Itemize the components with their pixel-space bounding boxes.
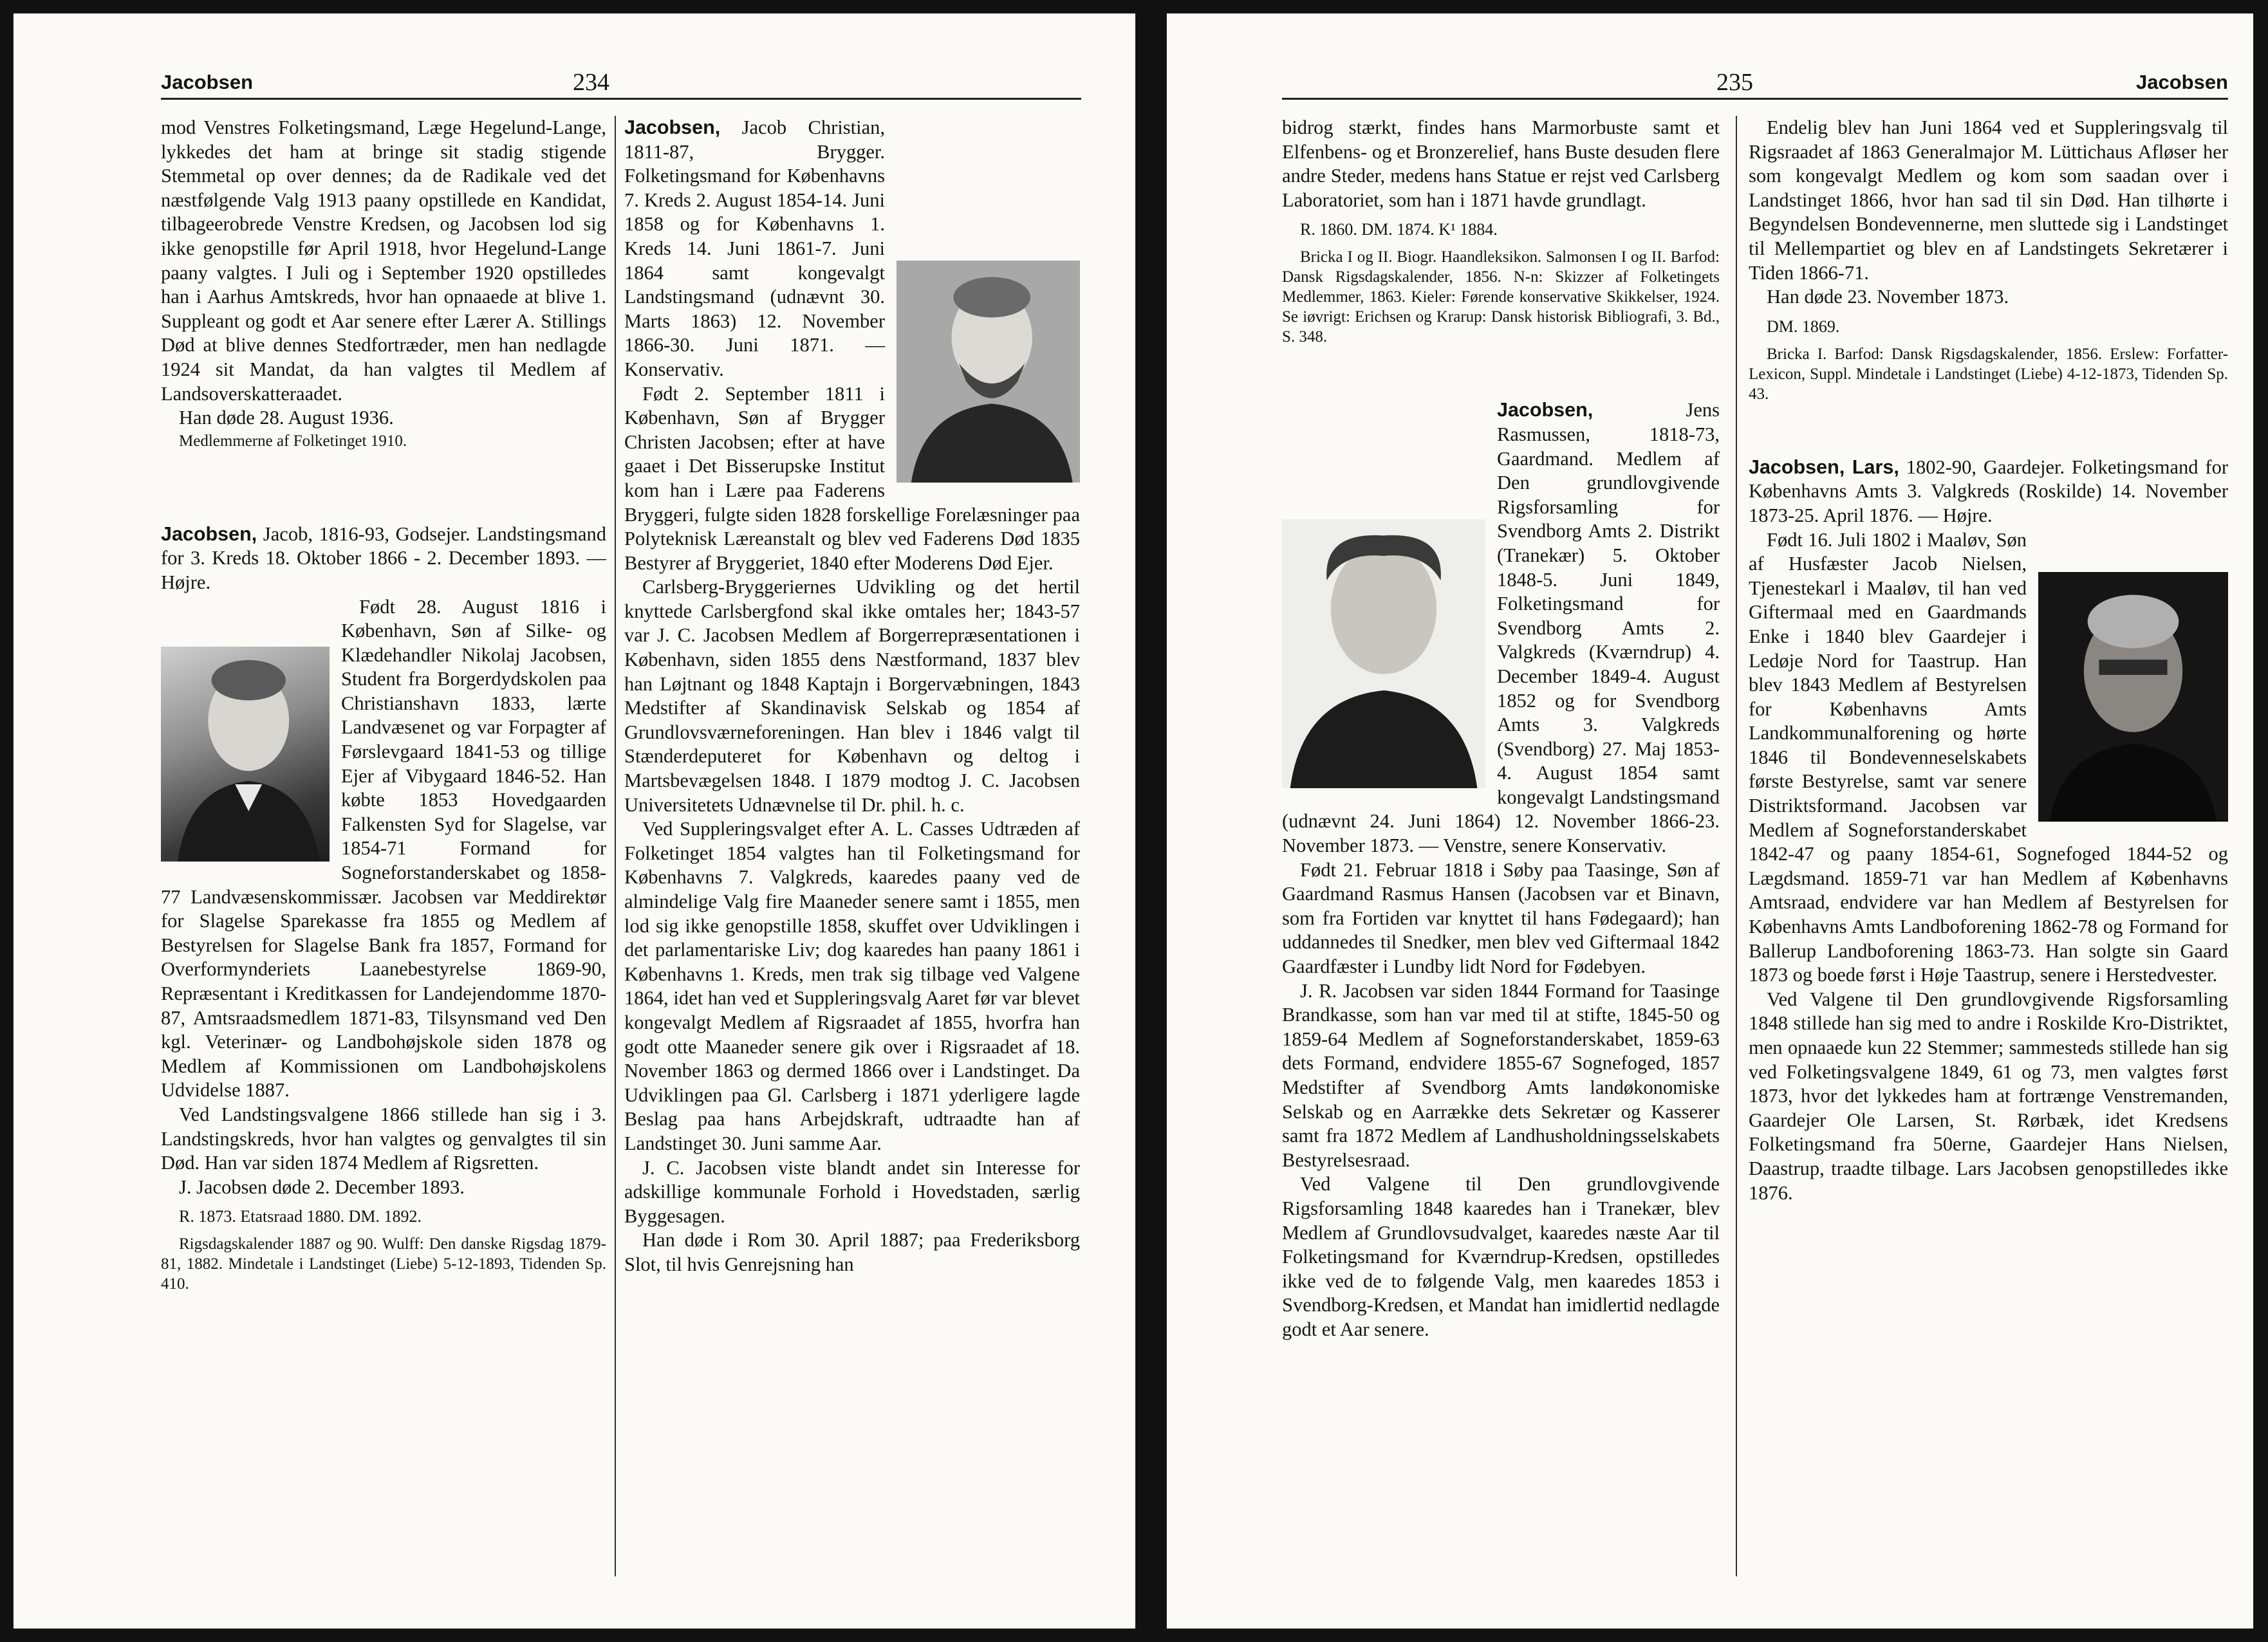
column-3 — [1282, 116, 1720, 1589]
portrait-photo — [897, 261, 1080, 483]
portrait-image — [161, 647, 330, 862]
entry-body: Ved Landstingsvalgene 1866 stillede han sig i 3. Landstingskreds, hvor han valgtes og genvalgtes til sin Død. Han var siden 1874 Medlem af Rigsretten. — [161, 1103, 606, 1174]
running-head-name: Jacobsen — [161, 71, 254, 93]
entry-heading — [161, 522, 606, 595]
entry-name: Jacobsen, — [624, 116, 721, 138]
entry-continuation — [1749, 116, 2228, 404]
column-divider — [1736, 116, 1737, 1576]
page-number: 234 — [573, 69, 609, 96]
column-divider — [615, 116, 616, 1576]
death-line: Han døde 28. August 1936. — [179, 407, 394, 429]
entry-continuation — [161, 116, 606, 452]
death-line: Han døde 23. November 1873. — [1767, 286, 2009, 308]
portrait-image — [897, 261, 1080, 483]
honors-line: R. 1860. DM. 1874. K¹ 1884. — [1300, 220, 1498, 239]
running-head — [161, 66, 1081, 100]
continuation-text: bidrog stærkt, findes hans Marmorbuste samt et Elfenbens- og et Bronzerelief, hans Buste desuden flere andre Steder, medens hans Statue er rejst ved Carlsberg Laboratoriet, som han i 1871 havde grundlagt. — [1282, 116, 1720, 211]
entry-name: Jacobsen, — [1497, 399, 1594, 421]
entry-heading — [1749, 456, 2228, 528]
entry-body: Født 2. September 1811 i København, Søn af Brygger Christen Jacobsen; efter at have gaaet i Det Bisserupske Institut kom han i Lære paa Faderens Bryggeri, fulgte siden 1828 forskellige Forelæsninger paa Polyteknisk Læreanstalt og blev ved Faderens Død 1835 Bestyrer af Bryggeriet, 1840 efter Moderens Død Ejer. — [624, 382, 1080, 574]
page-number: 235 — [1716, 69, 1753, 96]
entry-name: Jacobsen, — [161, 522, 257, 545]
right-page — [1166, 13, 2254, 1629]
entry-head-text: Jens Rasmussen, 1818-73, Gaardmand. Medlem af Den grundlovgivende Rigsforsamling for Svendborg Amts 2. Distrikt (Tranekær) 5. Oktober 1848-5. Juni 1849, Folketingsmand for Svendborg Amts 2. Valgkreds (Kværndrup) 4. December 1849-4. August 1852 og for Svendborg Amts 3. Valgkreds (Svendborg) 27. Maj 1853-4. August 1854 samt kongevalgt Landstingsmand (udnævnt 24. Juni 1864) 12. November 1866-23. November 1873. — Venstre, senere Konservativ. — [1282, 399, 1720, 857]
entry-lars — [1749, 456, 2228, 1205]
source-line: Medlemmerne af Folketinget 1910. — [179, 432, 407, 450]
entry-head-text: 1802-90, Gaardejer. Folketingsmand for Københavns Amts 3. Valgkreds (Roskilde) 14. November 1873-25. April 1876. — Højre. — [1749, 456, 2228, 526]
death-line: J. Jacobsen døde 2. December 1893. — [179, 1176, 465, 1198]
entry-head-text: Jacob Christian, 1811-87, Brygger. Folketingsmand for Københavns 7. Kreds 2. August 1854-14. Juni 1858 og for Københavns 1. Kreds 14. Juni 1861-7. Juni 1864 samt kongevalgt Landstingsmand (udnævnt 30. Marts 1863) 12. November 1866-30. Juni 1871. — Konservativ. — [624, 116, 885, 380]
entry-body: Han døde i Rom 30. April 1887; paa Frederiksborg Slot, til hvis Genrejsning han — [624, 1229, 1080, 1275]
column-2 — [624, 116, 1080, 1589]
left-page — [13, 13, 1136, 1629]
entry-jens-rasmussen — [1282, 398, 1720, 1342]
entry-body: Ved Suppleringsvalget efter A. L. Casses Udtræden af Folketinget 1854 valgtes han til Folketingsmand for Københavns 7. Valgkreds, kaaredes paany ved de almindelige Valg fire Maaneder senere samt i 1855, men lod sig ikke genopstille 1858, skuffet over Udviklingen i det parlamentariske Liv; dog kaaredes han paany 1861 i Københavns 1. Kreds, men trak sig tilbage ved Valgene 1864, idet han ved et Suppleringsvalg Aaret før var blevet kongevalgt Medlem af Rigsraadet af 1855, hvorfra han godt otte Maaneder senere gik over i Rigsraadet af 18. November 1863 og dermed 1866 over i Landstinget. Da Udviklingen paa Gl. Carlsberg i 1871 yderligere lagde Beslag paa hans Arbejdskraft, udtraadte han af Landstinget 30. Juni samme Aar. — [624, 818, 1080, 1154]
portrait-photo — [1282, 519, 1485, 788]
column-1 — [161, 116, 606, 1589]
entry-body: Ved Valgene til Den grundlovgivende Rigsforsamling 1848 kaaredes han i Tranekær, blev Medlem af Grundlovsudvalget, kaaredes næste Aar til Folketingsmand for Kværndrup-Kredsen, opstilledes ikke ved de to følgende Valg, men kaaredes 1853 i Svendborg-Kredsen, et Mandat han imidlertid nedlagde godt et Aar senere. — [1282, 1173, 1720, 1340]
portrait-image — [2038, 572, 2228, 822]
portrait-photo — [161, 647, 330, 862]
entry-body: Carlsberg-Bryggeriernes Udvikling og det hertil knyttede Carlsbergfond skal ikke omtales her; 1843-57 var J. C. Jacobsen Medlem af Borgerrepræsentationen i København, siden 1855 dens Næstformand, 1837 blev han Løjtnant og 1848 Kaptajn i Borgervæbningen, 1843 Medstifter af Skandinavisk Selskab og 1854 af Grundlovsværneforeningen. Han blev i 1846 valgt til Stænderdeputeret for København og deltog i Martsbevægelsen 1848. I 1879 modtog J. C. Jacobsen Universitetets Udnævnelse til Dr. phil. h. c. — [624, 576, 1080, 816]
entry-body: J. R. Jacobsen var siden 1844 Formand for Taasinge Brandkasse, som han var med til at stifte, 1845-50 og 1859-64 Medlem af Sogneforstanderskabet, 1859-63 dets Formand, endvidere 1855-67 Sognefoged, 1857 Medstifter af Svendborg Amts landøkonomiske Selskab og en Aarrække dets Sekretær og Kasserer samt fra 1872 Medlem af Landhusholdningsselskabets Bestyrelsesraad. — [1282, 979, 1720, 1171]
entry-body: J. C. Jacobsen viste blandt andet sin Interesse for adskillige kommunale Forhold i Hovedstaden, særlig Byggesagen. — [624, 1156, 1080, 1227]
continuation-text: Endelig blev han Juni 1864 ved et Suppleringsvalg til Rigsraadet af 1863 Generalmajor M. Lüttichaus Afløser her som kongevalgt Medlem og kom som saadan over i Landstinget 1866, hvor han sad til sin Død. Han tilhørte i Begyndelsen Bondevennerne, men sluttede sig i Landstinget til Mellempartiet og blev en af Landstingets Sekretærer i Tiden 1866-71. — [1749, 116, 2228, 284]
entry-body: Ved Valgene til Den grundlovgivende Rigsforsamling 1848 stillede han sig med to andre i Roskilde Kro-Distriktet, men opnaaede kun 22 Stemmer; sammesteds stillede han sig ved Folketingsvalgene 1849, 61 og 73, men valgtes først 1873, hvor det lykkedes ham at fortrænge Venstremanden, Gaardejer Ole Larsen, St. Rørbæk, idet Kredsens Folketingsmand fra 50erne, Gaardejer Hans Nielsen, Daastrup, traadte tilbage. Lars Jacobsen genopstilledes ikke 1876. — [1749, 988, 2228, 1204]
sources-line: Bricka I. Barfod: Dansk Rigsdagskalender, 1856. Erslew: Forfatter-Lexicon, Suppl. Mindetale i Landstinget (Liebe) 4-12-1873, Tidenden Sp. 43. — [1749, 345, 2228, 403]
entry-body: Født 28. August 1816 i København, Søn af Silke- og Klædehandler Nikolaj Jacobsen, Student fra Borgerdydskolen paa Christianshavn 1833, lærte Landvæsenet og var Forpagter af Førslevgaard 1841-53 og tillige Ejer af Vibygaard 1846-52. Han købte 1853 Hovedgaarden Falkensten Syd for Slagelse, var 1854-71 Formand for Sogneforstanderskabet og 1858-77 Landvæsenskommissær. Jacobsen var Meddirektør for Slagelse Sparekasse fra 1855 og Medlem af Bestyrelsen for Slagelse Bank fra 1857, Formand for Overformynderiets Laanebestyrelse 1869-90, Repræsentant i Kreditkassen for Landejendomme 1870-87, Amtsraadsmedlem 1871-83, Tilsynsmand ved Den kgl. Veterinær- og Landbohøjskole siden 1878 og Medlem af Kommissionen om Landbohøjskolens Udvidelse 1887. — [161, 595, 606, 1102]
portrait-image — [1282, 519, 1485, 788]
entry-body: Født 16. Juli 1802 i Maaløv, Søn af Husfæster Jacob Nielsen, Tjenestekarl i Maaløv, til han ved Giftermaal med en Gaardmands Enke i 1840 blev Gaardejer i Ledøje Nord for Taastrup. Han blev 1843 Medlem af Bestyrelsen for Københavns Amts Landkommunalforening og hørte 1846 til Bondevenneselskabets første Bestyrelse, samt var senere Distriktsformand. Jacobsen var Medlem af Sogneforstanderskabet 1842-47 og paany 1854-61, Sognefoged 1844-52 og Lægdsmand. 1859-71 var han Medlem af Københavns Amtsraad, endvidere var han Medlem af Bestyrelsen for Københavns Amts Landboforening 1862-78 og Formand for Ballerup Landboforening 1863-73. Han solgte sin Gaard 1873 og boede først i Høje Taastrup, senere i Herstedvester. — [1749, 528, 2228, 986]
entry-jacob-1816 — [161, 522, 606, 1295]
sources-line: Bricka I og II. Biogr. Haandleksikon. Salmonsen I og II. Barfod: Dansk Rigsdagskalender, 1856. N-n: Skizzer af Folketingets Medlemmer, 1863. Kieler: Førende konservative Skikkelser, 1924. Se iøvrigt: Erichsen og Krarup: Dansk historisk Bibliografi, 3. Bd., S. 348. — [1282, 248, 1720, 346]
honors-line: R. 1873. Etatsraad 1880. DM. 1892. — [179, 1207, 422, 1226]
running-head-name: Jacobsen — [2135, 71, 2228, 93]
honors-line: DM. 1869. — [1767, 317, 1840, 336]
column-4 — [1749, 116, 2228, 1589]
running-head — [1282, 66, 2228, 100]
entry-body: Født 21. Februar 1818 i Søby paa Taasinge, Søn af Gaardmand Rasmus Hansen (Jacobsen var et Binavn, som fra Fortiden var knyttet til hans Fødegaard); han uddannedes til Snedker, men blev ved Giftermaal 1842 Gaardfæster i Lundby lidt Nord for Fødebyen. — [1282, 858, 1720, 978]
portrait-photo — [2038, 572, 2228, 822]
entry-jacob-christian — [624, 116, 1080, 1277]
sources-line: Rigsdagskalender 1887 og 90. Wulff: Den danske Rigsdag 1879-81, 1882. Mindetale i Landstinget (Liebe) 5-12-1893, Tidenden Sp. 410. — [161, 1235, 606, 1293]
continuation-text: mod Venstres Folketingsmand, Læge Hegelund-Lange, lykkedes det ham at bringe sit stadig stigende Stemmetal op over dennes; da de Radikale ved det næstfølgende Valg 1913 paany opstillede en Kandidat, tilbageerobrede Venstre Kredsen, og Jacobsen lod sig ikke genopstille før April 1918, hvor Hegelund-Lange paany valgtes. I Juli og i September 1920 opstilledes han i Aarhus Amtskreds, hvor han opnaaede at blive 1. Suppleant og godt et Aar senere efter Lærer A. Stillings Død at blive dennes Stedfortræder, men han nedlagde 1924 sit Mandat, da han valgtes til Medlem af Landsoverskatteraadet. — [161, 116, 606, 405]
entry-continuation — [1282, 116, 1720, 347]
entry-name: Jacobsen, Lars, — [1749, 456, 1899, 478]
entry-head-text: Jacob, 1816-93, Godsejer. Landstingsmand for 3. Kreds 18. Oktober 1866 - 2. December 1893. — Højre. — [161, 522, 606, 593]
